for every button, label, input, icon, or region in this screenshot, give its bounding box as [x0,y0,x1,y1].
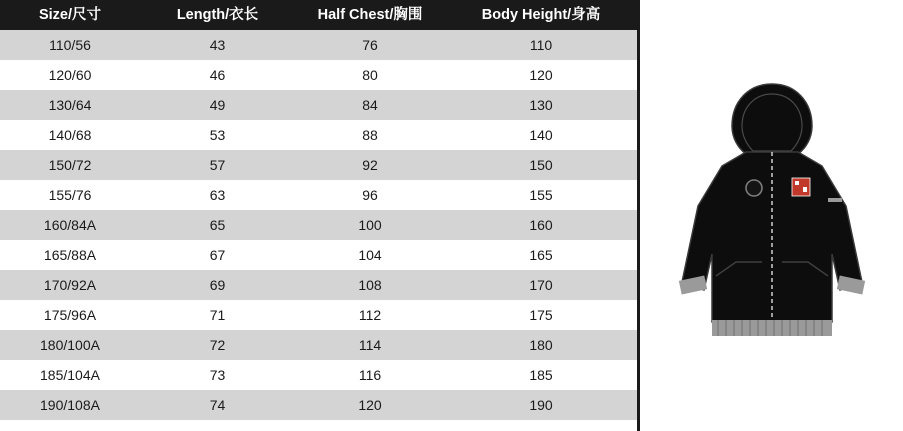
cell-length: 49 [140,90,295,120]
sleeve-logo-icon [828,198,842,202]
column-header-body-height: Body Height/身高 [445,0,637,30]
cell-length: 63 [140,180,295,210]
cell-size: 175/96A [0,300,140,330]
badge-detail [803,187,807,192]
cell-body-height: 165 [445,240,637,270]
cell-body-height: 110 [445,30,637,60]
cell-half-chest: 84 [295,90,445,120]
cell-body-height: 175 [445,300,637,330]
cell-size: 190/108A [0,390,140,420]
cell-length: 65 [140,210,295,240]
cell-body-height: 120 [445,60,637,90]
cell-half-chest: 80 [295,60,445,90]
column-header-size: Size/尺寸 [0,0,140,30]
cell-body-height: 140 [445,120,637,150]
cell-body-height: 190 [445,390,637,420]
cell-body-height: 170 [445,270,637,300]
badge-detail [795,181,799,185]
table-row [0,390,637,420]
cell-length: 57 [140,150,295,180]
table-row [0,300,637,330]
jacket-illustration [652,66,892,366]
cell-size: 185/104A [0,360,140,390]
cell-half-chest: 92 [295,150,445,180]
cell-body-height: 185 [445,360,637,390]
cell-half-chest: 88 [295,120,445,150]
cell-size: 120/60 [0,60,140,90]
column-header-length: Length/衣长 [140,0,295,30]
cell-length: 69 [140,270,295,300]
table-row [0,90,637,120]
cell-size: 150/72 [0,150,140,180]
chest-button-icon [746,180,762,196]
table-row [0,270,637,300]
cell-length: 43 [140,30,295,60]
table-header-row [0,0,637,30]
table-row [0,60,637,90]
cell-size: 170/92A [0,270,140,300]
table-row [0,120,637,150]
cell-half-chest: 76 [295,30,445,60]
table-row [0,150,637,180]
cell-length: 71 [140,300,295,330]
cell-size: 180/100A [0,330,140,360]
cell-size: 140/68 [0,120,140,150]
cell-size: 160/84A [0,210,140,240]
table-row [0,180,637,210]
table-row [0,360,637,390]
cell-size: 130/64 [0,90,140,120]
size-chart-header [0,0,637,30]
cell-half-chest: 112 [295,300,445,330]
cell-length: 53 [140,120,295,150]
cell-size: 165/88A [0,240,140,270]
cell-half-chest: 100 [295,210,445,240]
cell-half-chest: 114 [295,330,445,360]
cell-length: 46 [140,60,295,90]
chest-badge-icon [792,178,810,196]
cell-length: 67 [140,240,295,270]
cell-half-chest: 120 [295,390,445,420]
cell-body-height: 130 [445,90,637,120]
table-row [0,330,637,360]
cell-body-height: 160 [445,210,637,240]
table-row [0,240,637,270]
size-chart-body [0,30,637,420]
product-image-panel [637,0,903,431]
cell-body-height: 180 [445,330,637,360]
cell-size: 110/56 [0,30,140,60]
cell-size: 155/76 [0,180,140,210]
cell-length: 72 [140,330,295,360]
table-row [0,210,637,240]
hood-inner [742,94,802,151]
cell-half-chest: 96 [295,180,445,210]
cell-length: 73 [140,360,295,390]
cell-length: 74 [140,390,295,420]
cell-body-height: 155 [445,180,637,210]
cell-half-chest: 108 [295,270,445,300]
cell-half-chest: 116 [295,360,445,390]
column-header-half-chest: Half Chest/胸围 [295,0,445,30]
cell-body-height: 150 [445,150,637,180]
table-row [0,30,637,60]
cell-half-chest: 104 [295,240,445,270]
